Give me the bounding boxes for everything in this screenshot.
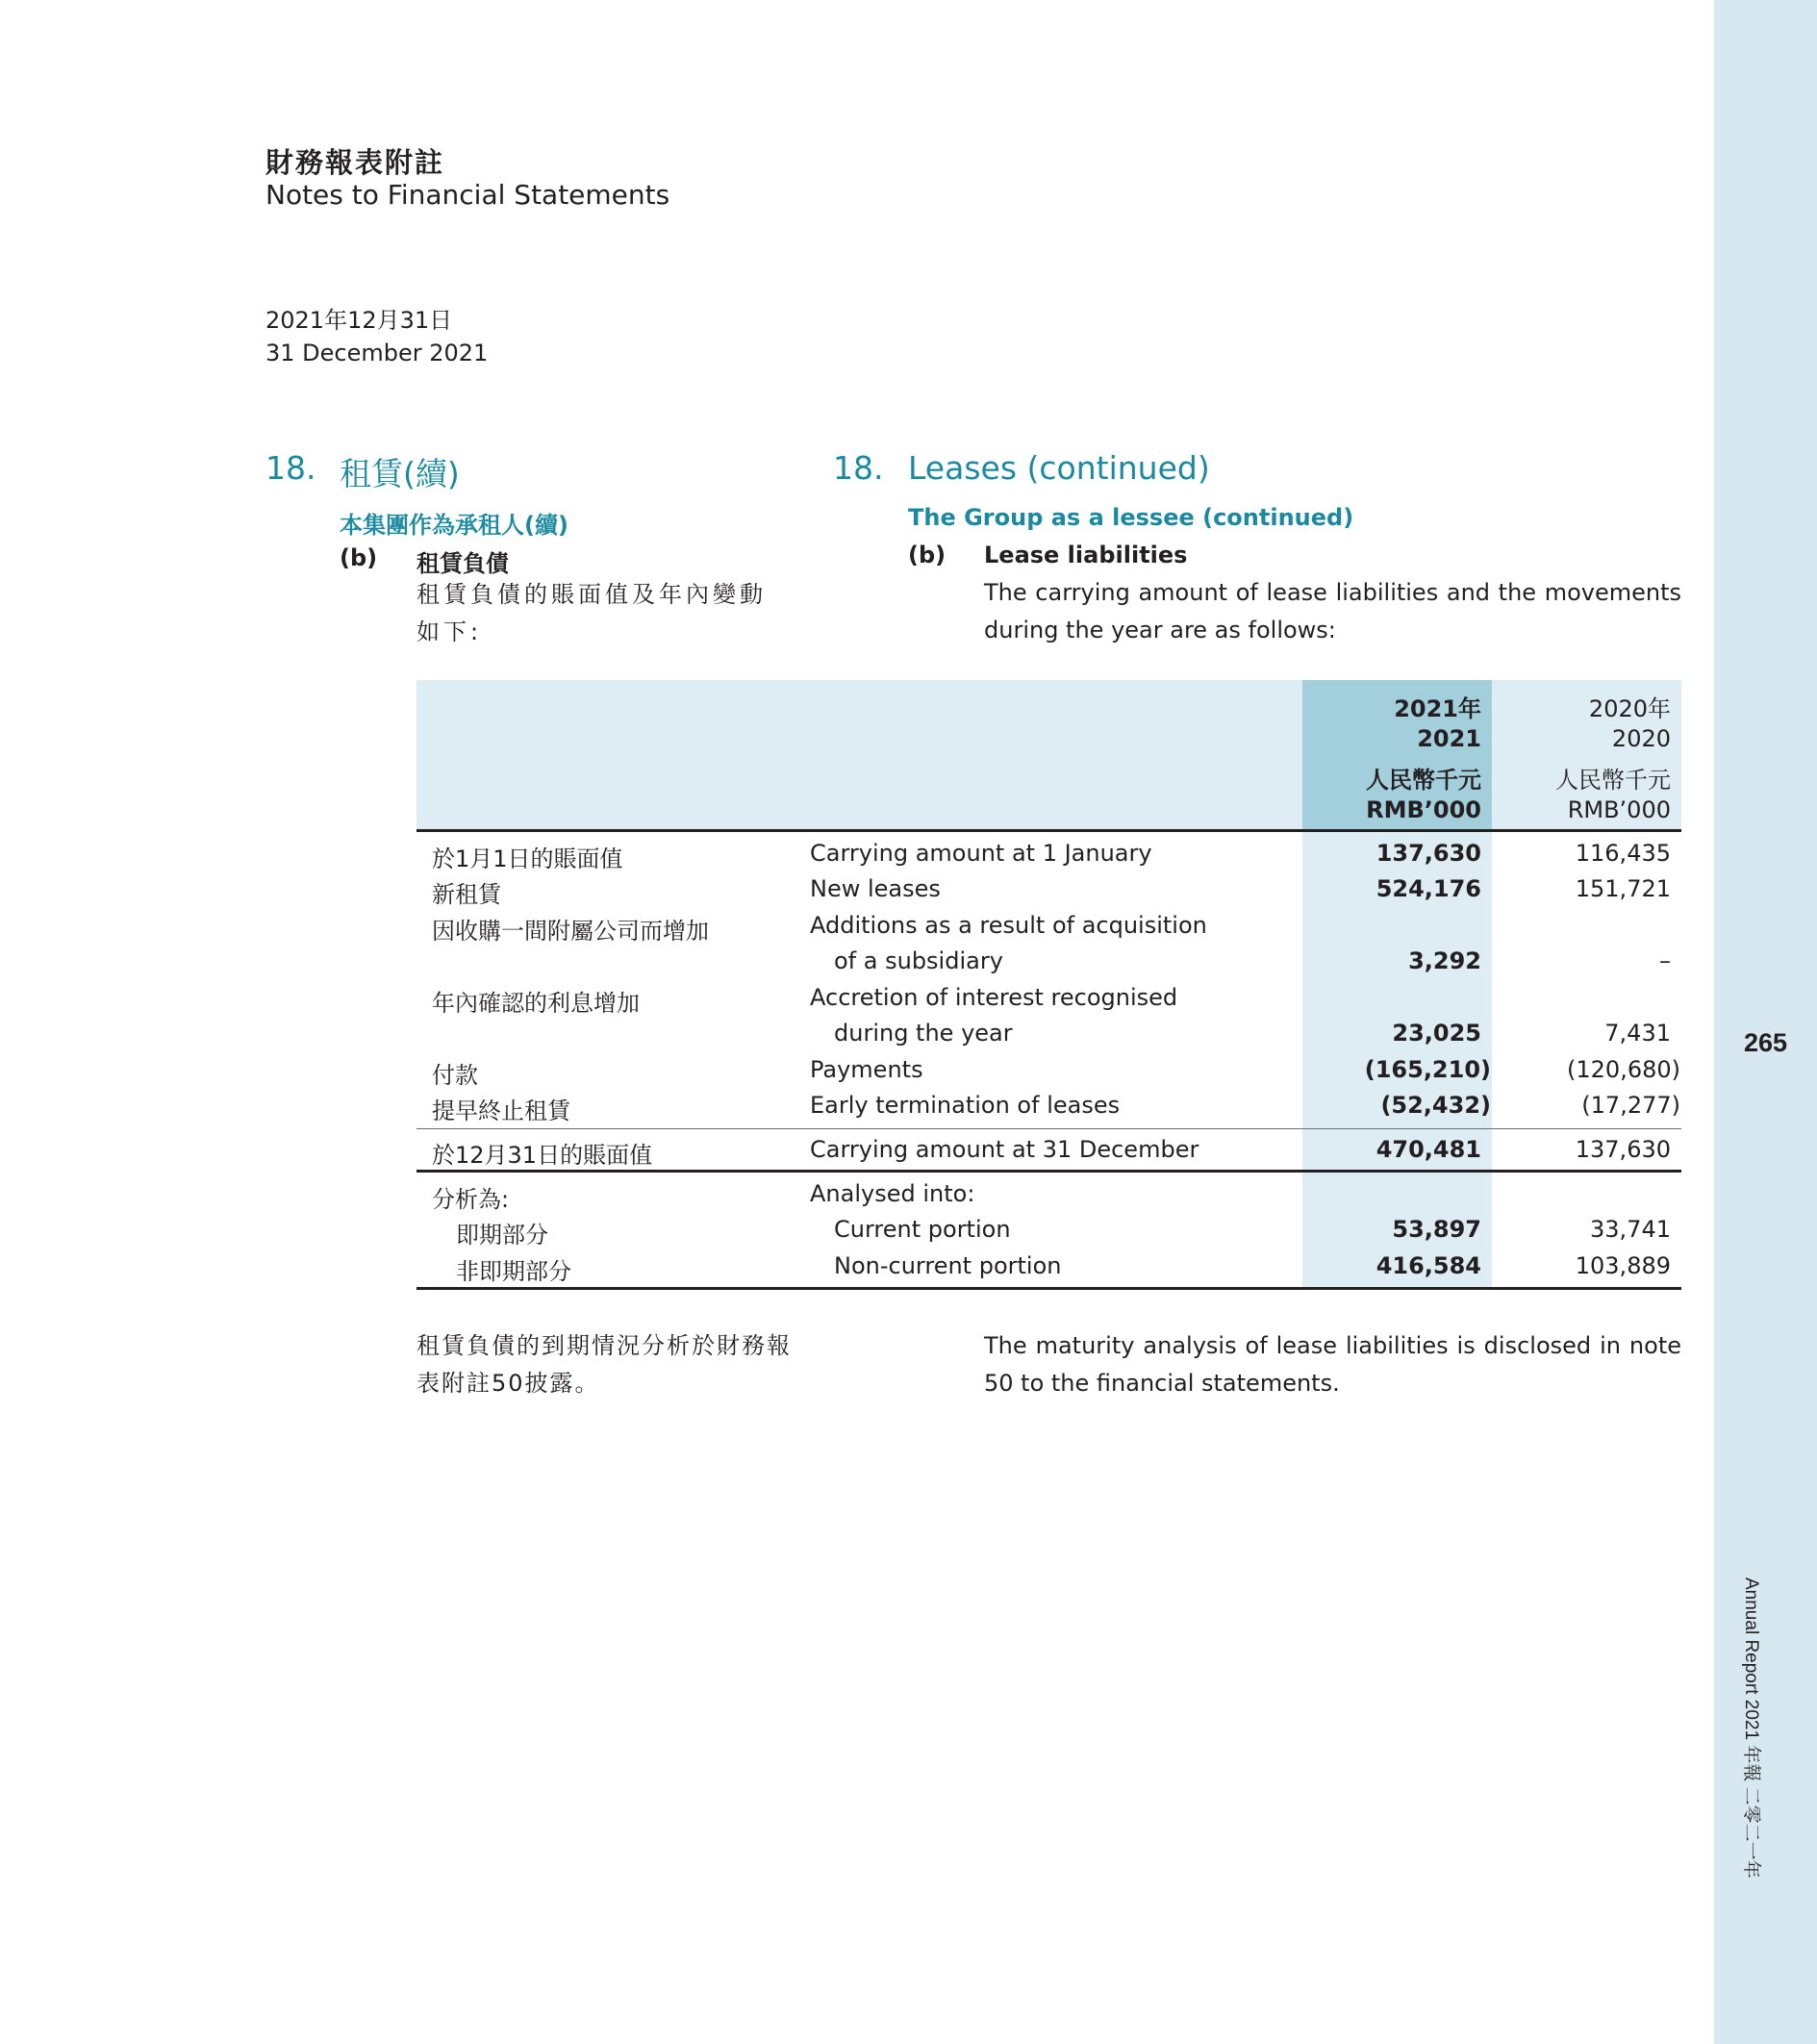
value-2021: 3,292 bbox=[1408, 947, 1481, 974]
col-2020-year: 2020 bbox=[1611, 725, 1671, 752]
table-row bbox=[416, 1056, 1681, 1092]
item-letter-zh: (b) bbox=[340, 544, 378, 571]
intro-en: The carrying amount of lease liabilities and the movements during the year are as follows: bbox=[984, 579, 1681, 643]
subtitle-en: The Group as a lessee (continued) bbox=[908, 504, 1354, 531]
table-total-row bbox=[416, 1136, 1681, 1172]
row-label-zh: 提早終止租賃 bbox=[432, 1098, 570, 1124]
running-footer: Annual Report 2021 年報 二零二一年 bbox=[1741, 1577, 1761, 1879]
footnote-zh: 租賃負債的到期情況分析於財務報表附註50披露。 bbox=[416, 1332, 792, 1397]
row-label-en: Payments bbox=[810, 1056, 923, 1083]
section-number-en: 18. bbox=[833, 449, 884, 487]
row-label-en: Accretion of interest recognised bbox=[810, 984, 1178, 1011]
value-2021: 23,025 bbox=[1392, 1020, 1481, 1047]
total-2021: 470,481 bbox=[1375, 1136, 1481, 1163]
value-2020: (120,680) bbox=[1567, 1056, 1680, 1083]
header-title-zh: 財務報表附註 bbox=[265, 146, 445, 179]
table-row bbox=[416, 875, 1681, 911]
value-2020: 103,889 bbox=[1575, 1252, 1671, 1279]
value-2021: 416,584 bbox=[1375, 1252, 1481, 1279]
date-zh: 2021年12月31日 bbox=[265, 307, 453, 334]
subtotal-rule bbox=[416, 1128, 1681, 1129]
row-label-en: Carrying amount at 1 January bbox=[810, 840, 1152, 867]
subtitle-zh: 本集團作為承租人(續) bbox=[340, 512, 568, 539]
row-label-en: Early termination of leases bbox=[810, 1092, 1121, 1119]
value-2020: 7,431 bbox=[1604, 1020, 1671, 1047]
section-number-zh: 18. bbox=[265, 449, 316, 487]
table-row bbox=[416, 840, 1681, 875]
value-2021: (52,432) bbox=[1380, 1092, 1491, 1119]
intro-zh: 租賃負債的賬面值及年內變動如下: bbox=[416, 581, 767, 645]
table-row bbox=[416, 1020, 1681, 1055]
row-label-en-cont: of a subsidiary bbox=[834, 947, 1003, 974]
section-title-zh: 租賃(續) bbox=[340, 455, 460, 492]
section-title-en: Leases (continued) bbox=[908, 449, 1210, 487]
analysis-label-zh: 分析為: bbox=[432, 1186, 510, 1213]
table-row bbox=[416, 912, 1681, 947]
col-2020-unit-zh: 人民幣千元 bbox=[1555, 767, 1671, 794]
col-2021-year: 2021 bbox=[1417, 725, 1481, 752]
item-letter-en: (b) bbox=[908, 542, 946, 568]
table-row bbox=[416, 1252, 1681, 1288]
date-en: 31 December 2021 bbox=[265, 340, 489, 366]
value-2020: 151,721 bbox=[1575, 875, 1671, 902]
col-2020-unit-en: RMB’000 bbox=[1567, 796, 1671, 823]
row-label-zh: 於1月1日的賬面值 bbox=[432, 845, 623, 872]
header-title-en: Notes to Financial Statements bbox=[265, 179, 670, 211]
value-2020: – bbox=[1659, 947, 1671, 974]
col-2021-year-zh: 2021年 bbox=[1394, 695, 1481, 722]
table-row bbox=[416, 1216, 1681, 1251]
item-title-en: Lease liabilities bbox=[984, 542, 1188, 568]
table-bottom-rule bbox=[416, 1287, 1681, 1290]
value-2021: 137,630 bbox=[1375, 840, 1481, 867]
row-label-zh: 付款 bbox=[432, 1062, 478, 1089]
table-row bbox=[416, 947, 1681, 983]
table-row bbox=[416, 984, 1681, 1020]
total-label-zh: 於12月31日的賬面值 bbox=[432, 1142, 653, 1169]
value-2021: (165,210) bbox=[1364, 1056, 1491, 1083]
value-2020: 33,741 bbox=[1590, 1216, 1671, 1243]
row-label-zh: 即期部分 bbox=[456, 1222, 548, 1249]
row-label-zh: 年內確認的利息增加 bbox=[432, 990, 640, 1017]
row-label-en: New leases bbox=[810, 875, 941, 902]
row-label-en: Current portion bbox=[834, 1216, 1011, 1243]
row-label-en-cont: during the year bbox=[834, 1020, 1013, 1047]
total-label-en: Carrying amount at 31 December bbox=[810, 1136, 1199, 1163]
value-2021: 524,176 bbox=[1375, 875, 1481, 902]
total-rule bbox=[416, 1170, 1681, 1173]
row-label-zh: 非即期部分 bbox=[456, 1258, 571, 1285]
col-2020-year-zh: 2020年 bbox=[1588, 695, 1671, 722]
lease-liabilities-table bbox=[416, 680, 1681, 1289]
table-row bbox=[416, 1180, 1681, 1216]
analysis-label-en: Analysed into: bbox=[810, 1180, 975, 1207]
row-label-zh: 因收購一間附屬公司而增加 bbox=[432, 918, 709, 945]
footnote-en: The maturity analysis of lease liabilities is disclosed in note 50 to the financial statements. bbox=[984, 1332, 1681, 1397]
row-label-zh: 新租賃 bbox=[432, 881, 501, 908]
row-label-en: Non-current portion bbox=[834, 1252, 1062, 1279]
value-2021: 53,897 bbox=[1392, 1216, 1481, 1243]
page-number: 265 bbox=[1743, 1028, 1788, 1057]
row-label-en: Additions as a result of acquisition bbox=[810, 912, 1207, 939]
header-rule bbox=[416, 829, 1681, 832]
value-2020: 116,435 bbox=[1575, 840, 1671, 867]
col-2021-unit-en: RMB’000 bbox=[1366, 796, 1481, 823]
total-2020: 137,630 bbox=[1575, 1136, 1671, 1163]
table-row bbox=[416, 1092, 1681, 1127]
item-title-zh: 租賃負債 bbox=[416, 550, 509, 577]
value-2020: (17,277) bbox=[1581, 1092, 1680, 1119]
col-2021-unit-zh: 人民幣千元 bbox=[1366, 767, 1481, 794]
